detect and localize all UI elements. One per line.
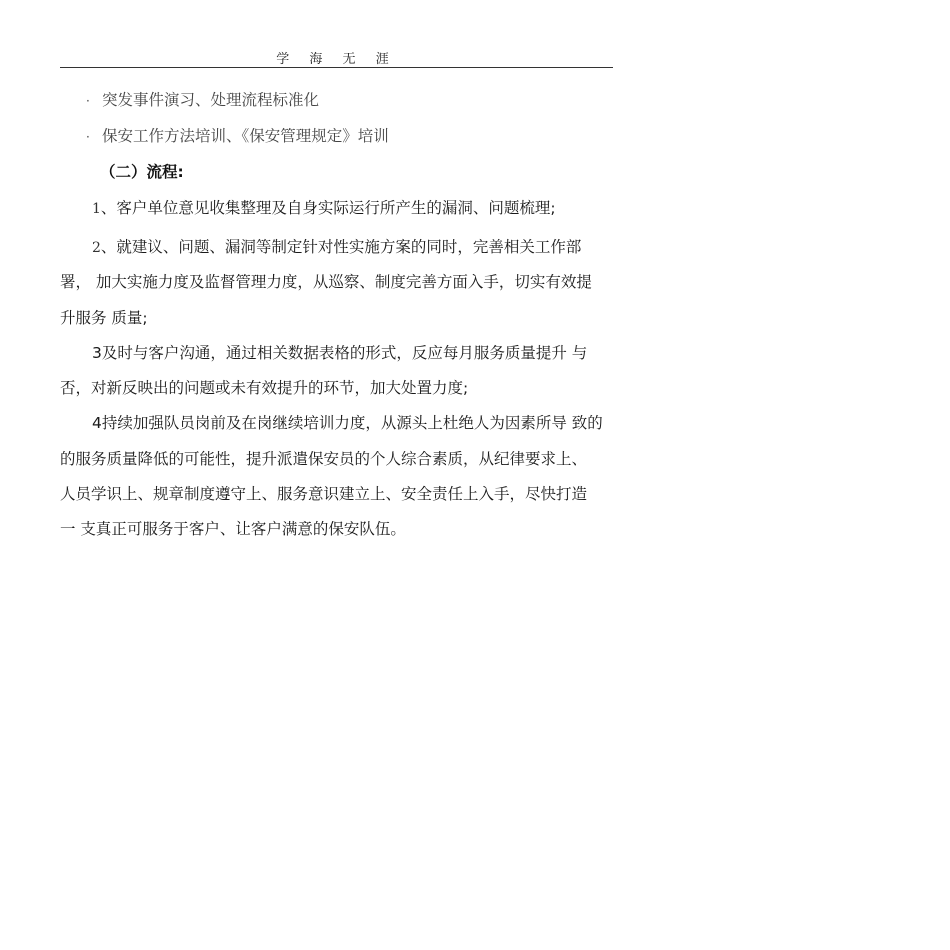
process-item-4-line-3: 人员学识上、规章制度遵守上、服务意识建立上、安全责任上入手，尽快打造: [60, 485, 588, 503]
process-item-2-line-3: 升服务 质量;: [60, 309, 148, 327]
process-item-2-line-1: [92, 237, 652, 258]
process-item-4-line-2: 的服务质量降低的可能性，提升派遣保安员的个人综合素质，从纪律要求上、: [60, 450, 588, 468]
item-number: 2: [92, 240, 101, 256]
header-rule: [60, 67, 613, 68]
bullet-icon: ·: [86, 130, 90, 144]
bullet-text: 保安工作方法培训、《保安管理规定》培训: [102, 127, 389, 145]
process-item-1: [92, 198, 652, 219]
item-number: 1: [92, 201, 101, 217]
item-text: 、客户单位意见收集整理及自身实际运行所产生的漏洞、问题梳理;: [100, 199, 556, 217]
section-title: （二）流程:: [100, 163, 184, 181]
bullet-item: [86, 90, 646, 111]
bullet-item: [86, 126, 646, 147]
item-text: 、就建议、问题、漏洞等制定针对性实施方案的同时，完善相关工作部: [100, 238, 582, 256]
page-header-title: 学 海 无 涯: [276, 52, 397, 67]
process-item-2-line-2: 署， 加大实施力度及监督管理力度，从巡察、制度完善方面入手，切实有效提: [60, 273, 592, 291]
process-item-3-line-2: 否，对新反映出的问题或未有效提升的环节，加大处置力度;: [60, 379, 469, 397]
process-item-4-line-1: 4持续加强队员岗前及在岗继续培训力度，从源头上杜绝人为因素所导 致的: [92, 414, 603, 432]
bullet-icon: ·: [86, 94, 90, 108]
process-item-3-line-1: 3及时与客户沟通，通过相关数据表格的形式，反应每月服务质量提升 与: [92, 344, 588, 362]
process-item-4-line-4: 一 支真正可服务于客户、让客户满意的保安队伍。: [60, 520, 406, 538]
bullet-text: 突发事件演习、处理流程标准化: [102, 91, 320, 109]
